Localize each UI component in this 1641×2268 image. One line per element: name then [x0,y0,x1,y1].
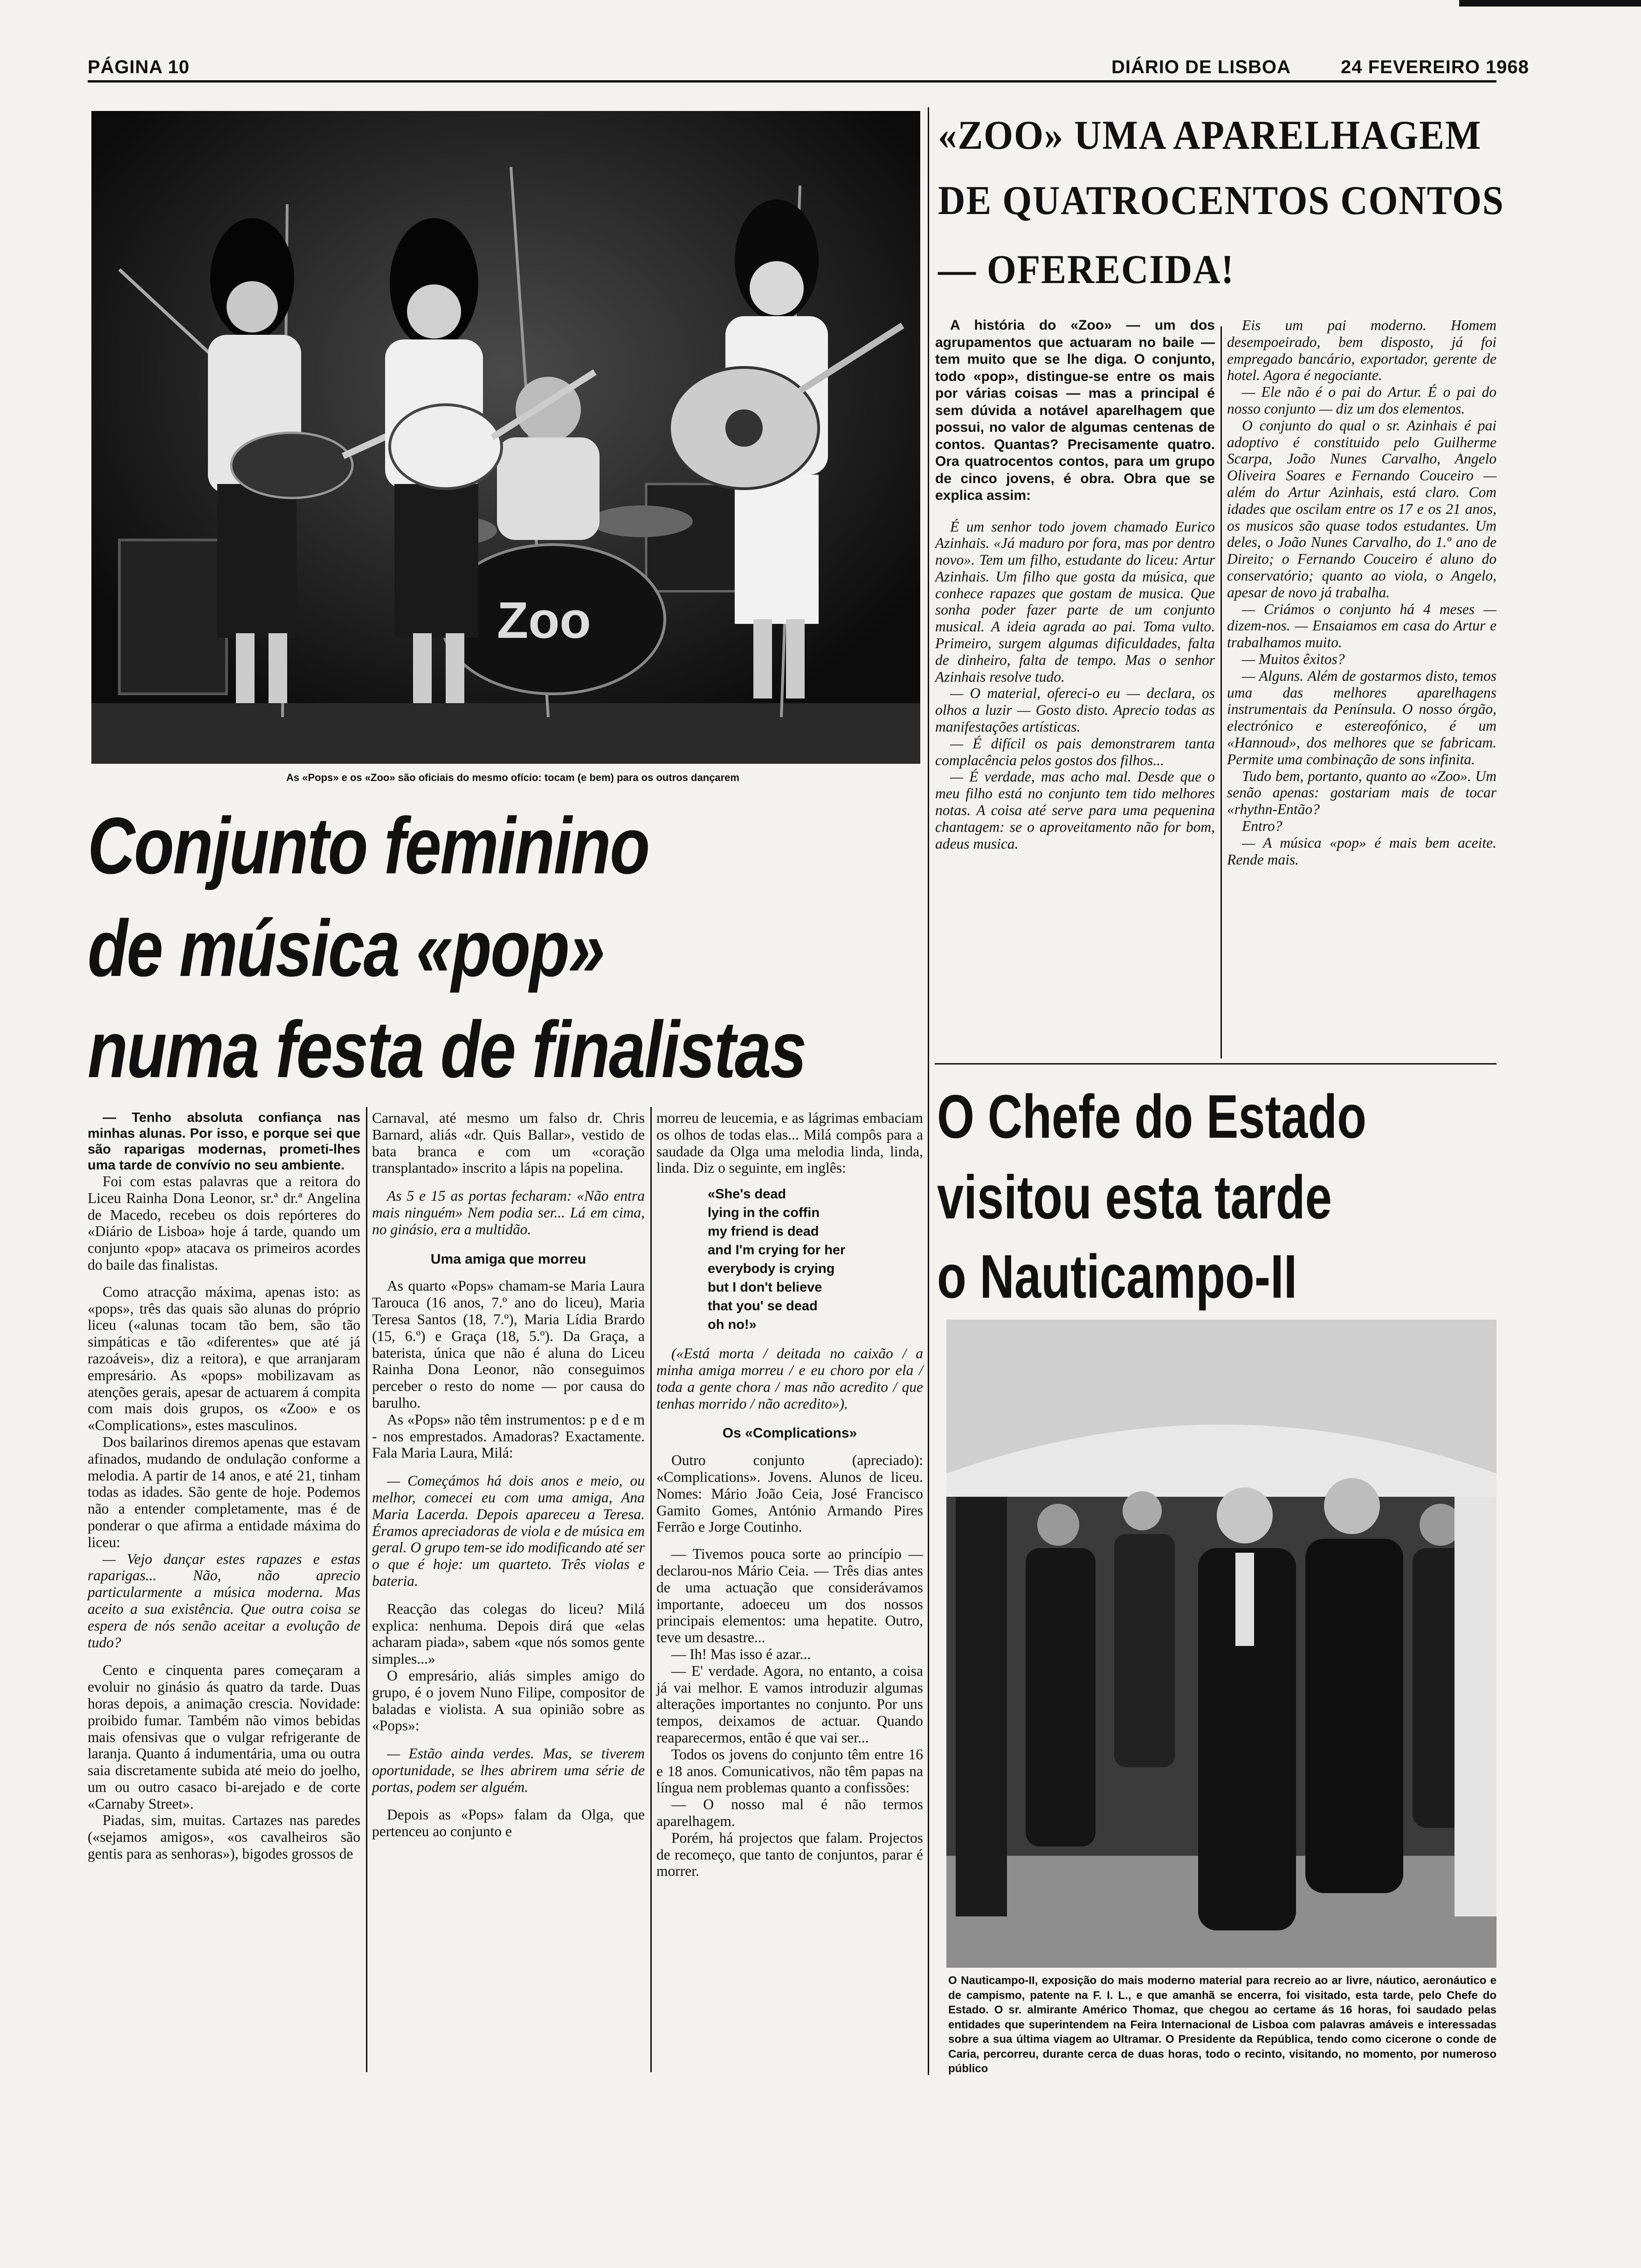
article-intro: — Tenho absoluta confiança nas minhas alunas. Por isso, e porque sei que são raparigas modernas, prometi-lhes uma tarde de convívio no seu ambiente. [88,1110,360,1173]
zoo-paragraph: — É difícil os pais demonstrarem tanta complacência pelos gostos dos filhos... [935,735,1215,768]
article-paragraph: Porém, há projectos que falam. Projectos de recomeço, que tanto de conjuntos, parar é morrer. [656,1829,923,1880]
lyric-line: oh no!» [708,1317,757,1333]
zoo-paragraph: — Criámos o conjunto há 4 meses — dizem-nos. — Ensaiamos em casa do Artur e trabalhamos muito. [1227,601,1496,651]
nauticampo-photo [946,1320,1496,1968]
chefe-headline-line-1: O Chefe do Estado [937,1082,1367,1151]
article-paragraph: Dos bailarinos diremos apenas que estavam afinados, mudando de ondulação conforme a melodia. A partir de 14 anos, e até 21, tinham todas as idades. São gente de hoje. Podemos não a entender completamente, mas é de ponderar o que afirma a entidade máxima do liceu: [88,1433,360,1550]
article-column-2 [372,1110,645,1840]
newspaper-name: DIÁRIO DE LISBOA [1111,57,1291,77]
article-paragraph: Como atracção máxima, apenas isto: as «pops», três das quais são alunas do próprio liceu («alunas tocam tão bem, são tão simpáticas e tão «diferentes» que até já razoáveis», diz a reitora), e que arranjaram empresário. As «pops» mobilizavam as atenções gerais, apesar de actuarem á compita com mais dois grupos, os «Zoo» e os «Complications», estes masculinos. [88,1283,360,1434]
lyrics-translation: («Está morta / deitada no caixão / a minha amiga morreu / e eu choro por ela / toda a gente chora / mas não acredito / que tenhas morrido / não acredito»). [656,1345,923,1412]
column-rule [650,1107,652,2072]
concert-photo [91,111,920,764]
article-paragraph: morreu de leucemia, e as lágrimas embaciam os olhos de todas elas... Milá compôs para a saudade da Olga uma melodia linda, linda, linda. Diz o seguinte, em inglês: [656,1110,923,1176]
article-paragraph: Todos os jovens do conjunto têm entre 16 e 18 anos. Comunicativos, não têm papas na língua nem problemas quanto a confissões: [656,1746,923,1796]
zoo-paragraph: É um senhor todo jovem chamado Eurico Azinhais. «Já maduro por fora, mas por dentro novo». Tem um filho, estudante do liceu: Artur Azinhais. Um filho que gosta da música, que conhece rapazes que gostam de musica. Que sonha poder fazer parte de um conjunto musical. A ideia agrada ao pai. Toma vulto. Primeiro, surgem algumas dificuldades, falta de dinheiro, falta de tempo. Mas o senhor Azinhais resolve tudo. [935,518,1215,685]
drum-logo: Zoo [497,592,591,649]
scan-edge [1459,0,1641,7]
article-quote: — Vejo dançar estes rapazes e estas raparigas... Não, não aprecio particularmente a música moderna. Mas aceito a sua existência. Que outra coisa se espera de nós senão aceitar a evolução de tudo? [88,1550,360,1651]
headline-line-1: Conjunto feminino [88,801,649,891]
zoo-paragraph: — Muitos êxitos? [1242,650,1345,667]
article-paragraph: Foi com estas palavras que a reitora do Liceu Rainha Dona Leonor, sr.ª dr.ª Angelina de Macedo, recebeu os dois repórteres do «Diário de Lisboa» hoje á tarde, quando um conjunto «pop» atacava os primeiros acordes do baile das finalistas. [88,1173,360,1273]
zoo-paragraph: — A música «pop» é mais bem aceite. Rende mais. [1227,834,1496,868]
headline-line-3: numa festa de finalistas [88,1005,806,1094]
masthead-rule [88,80,1496,83]
article-paragraph: — E' verdade. Agora, no entanto, a coisa já vai melhor. E vamos introduzir algumas alterações importantes no conjunto. Por uns tempos, deixamos de actuar. Quando reaparecermos, então é que vai ser... [656,1662,923,1746]
column-rule [1220,326,1222,1058]
zoo-paragraph: Entro? [1242,817,1282,834]
song-lyrics [656,1185,923,1334]
column-rule [928,107,929,2075]
headline-line-2: de música «pop» [88,904,604,993]
article-paragraph: As «Pops» não têm instrumentos: p e d e m - nos emprestados. Amadoras? Exactamente. Fala Maria Laura, Milá: [372,1411,645,1461]
lyric-line: and I'm crying for her [708,1243,846,1258]
zoo-headline-line-1: «ZOO» UMA APARELHAGEM [938,113,1482,158]
article-paragraph: Depois as «Pops» falam da Olga, que pertenceu ao conjunto e [372,1806,645,1840]
zoo-paragraph: — Ele não é o pai do Artur. É o pai do nosso conjunto — diz um dos elementos. [1227,384,1496,417]
chefe-headline-line-3: o Nauticampo-II [937,1242,1297,1311]
lyric-line: that you' se dead [708,1299,818,1314]
article-quote: — Estão ainda verdes. Mas, se tiverem oportunidade, se lhes abrirem uma série de portas, podem ser alguém. [372,1745,645,1795]
article-subhead: Os «Complications» [722,1425,857,1441]
zoo-column-1 [935,317,1215,852]
zoo-paragraph: — Alguns. Além de gostarmos disto, temos uma das melhores aparelhagens instrumentais da Península. O nosso órgão, electrónico e estereofónico, é um «Hannoud», dos melhores que se fabricam. Permite uma combinação de sons infinita. [1227,667,1496,768]
article-paragraph: Piadas, sim, muitas. Cartazes nas paredes («sejamos amigos», «os cavalheiros são gentis para as senhoras»), bigodes grossos de [88,1812,360,1862]
zoo-intro: A história do «Zoo» — um dos agrupamentos que actuaram no baile — tem muito que se lhe diga. O conjunto, todo «pop», distingue-se entre os mais por várias coisas — mas a principal é sem dúvida a notável aparelhagem que possui, no valor de algumas centenas de contos. Quantas? Precisamente quatro. Ora quatrocentos contos, para um grupo de cinco jovens, é obra. Obra que se explica assim: [935,318,1215,503]
nauticampo-caption: O Nauticampo-II, exposição do mais moderno material para recreio ao ar livre, náutico, aeronáutico e de campismo, patente na F. I. L., e que amanhã se encerra, foi visitado, esta tarde, pelo Chefe do Estado. O sr. almirante Américo Thomaz, que chegou ao certame ás 16 horas, foi saudado pelas entidades que superintendem na Feira Internacional de Lisboa com palavras amáveis e interessadas sobre a sua última viagem ao Ultramar. O Presidente da República, tendo como cicerone o conde de Caria, percorreu, durante cerca de duas horas, todo o recinto, visitando, no momento, por numeroso público [948,1974,1496,2075]
zoo-headline-line-3: — OFERECIDA! [938,247,1235,292]
article-paragraph: Cento e cinquenta pares começaram a evoluir no ginásio ás quatro da tarde. Duas horas depois, a animação crescia. Novidade: proibido fumar. Também não vimos bebidas mais ofensivas que o vulgar refrigerante de laranja. Quanto á indumentária, uma ou outra saia discretamente subida até meio do joelho, um ou outro casaco bi-arejado e de corte «Carnaby Street». [88,1662,360,1812]
zoo-paragraph: O conjunto do qual o sr. Azinhais é pai adoptivo é constituido pelo Guilherme Scarpa, João Nunes Carvalho, Angelo Oliveira Soares e Fernando Couceiro — além do Artur Azinhais, está claro. Com idades que oscilam entre os 17 e os 21 anos, os musicos são quase todos estudantes. Um deles, o João Nunes Carvalho, do 1.º ano de Direito; o Fernando Couceiro é aluno do conservatório; quanto ao viola, o Angelo, apesar de novo já trabalha. [1227,417,1496,601]
article-quote: — Começámos há dois anos e meio, ou melhor, comecei eu com uma amiga, Ana Maria Lacerda. Depois apareceu a Teresa. Éramos apreciadoras de viola e de música em geral. O grupo tem-se ido modificando até ser o que é hoje: um quarteto. Três violas e bateria. [372,1473,645,1589]
column-rule [366,1107,367,2072]
zoo-paragraph: Eis um pai moderno. Homem desempoeirado, bem disposto, já foi empregado bancário, exportador, gerente de hotel. Agora é negociante. [1227,317,1496,384]
lyric-line: my friend is dead [708,1224,819,1239]
zoo-column-2 [1227,317,1496,868]
article-column-1 [88,1110,360,1862]
article-paragraph: — O nosso mal é não termos aparelhagem. [656,1796,923,1829]
article-paragraph: — Ih! Mas isso é azar... [671,1646,811,1662]
lyric-line: everybody is crying [708,1261,835,1277]
page-number: PÁGINA 10 [88,57,190,77]
article-paragraph: As 5 e 15 as portas fecharam: «Não entra mais ninguém» Nem podia ser... Lá em cima, no ginásio, era a multidão. [372,1188,645,1238]
zoo-paragraph: Tudo bem, portanto, quanto ao «Zoo». Um senão apenas: gostariam mais de tocar «rhythn-Então? [1227,768,1496,818]
article-paragraph: Carnaval, até mesmo um falso dr. Chris Barnard, aliás «dr. Quis Ballar», vestido de bata branca e com um «coração transplantado» inscrito a lápis na popelina. [372,1110,645,1176]
section-rule [935,1063,1496,1065]
zoo-headline-line-2: DE QUATROCENTOS CONTOS [938,178,1504,223]
nauticampo-photo-illustration [946,1320,1496,1968]
lyric-line: «She's dead [708,1187,786,1202]
lyric-line: lying in the coffin [708,1205,820,1221]
article-column-3 [656,1110,923,1880]
issue-date: 24 FEVEREIRO 1968 [1341,57,1529,77]
lyric-line: but I don't believe [708,1280,822,1295]
article-paragraph: O empresário, aliás simples amigo do grupo, é o jovem Nuno Filipe, compositor de baladas e violista. A sua opinião sobre as «Pops»: [372,1667,645,1734]
concert-photo-caption: As «Pops» e os «Zoo» são oficiais do mesmo ofício: tocam (e bem) para os outros dançarem [286,772,739,783]
concert-photo-illustration [91,111,920,764]
article-paragraph: — Tivemos pouca sorte ao princípio — declarou-nos Mário Ceia. — Três dias antes de uma actuação que considerávamos importante, adoeceu um dos nossos principais elementos: uma hepatite. Outro, teve um desastre... [656,1546,923,1646]
zoo-paragraph: — É verdade, mas acho mal. Desde que o meu filho está no conjunto tem tido melhores notas. A coisa até serve para uma pequenina chantagem: se o aproveitamento não for bom, adeus musica. [935,768,1215,852]
chefe-headline-line-2: visitou esta tarde [937,1163,1332,1231]
zoo-paragraph: — O material, ofereci-o eu — declara, os olhos a luzir — Gosto disto. Aprecio todas as manifestações artísticas. [935,685,1215,735]
article-paragraph: Outro conjunto (apreciado): «Complications». Jovens. Alunos de liceu. Nomes: Mário João Ceia, José Francisco Gamito Gomes, António Armando Pires Ferrão e Jorge Coutinho. [656,1452,923,1535]
article-subhead: Uma amiga que morreu [430,1251,586,1267]
article-paragraph: Reacção das colegas do liceu? Milá explica: nenhuma. Depois dirá que «elas acharam piada», sabem «que nós somos gente simples...» [372,1600,645,1667]
article-paragraph: As quarto «Pops» chamam-se Maria Laura Tarouca (16 anos, 7.º ano do liceu), Maria Teresa Santos (18, 7.º), Maria Lídia Brardo (15, 6.º) e Graça (18, 5.º). Da Graça, a baterista, única que não é aluna do Liceu Rainha Dona Leonor, não conseguimos perceber o resto do nome — por causa do barulho. [372,1278,645,1411]
